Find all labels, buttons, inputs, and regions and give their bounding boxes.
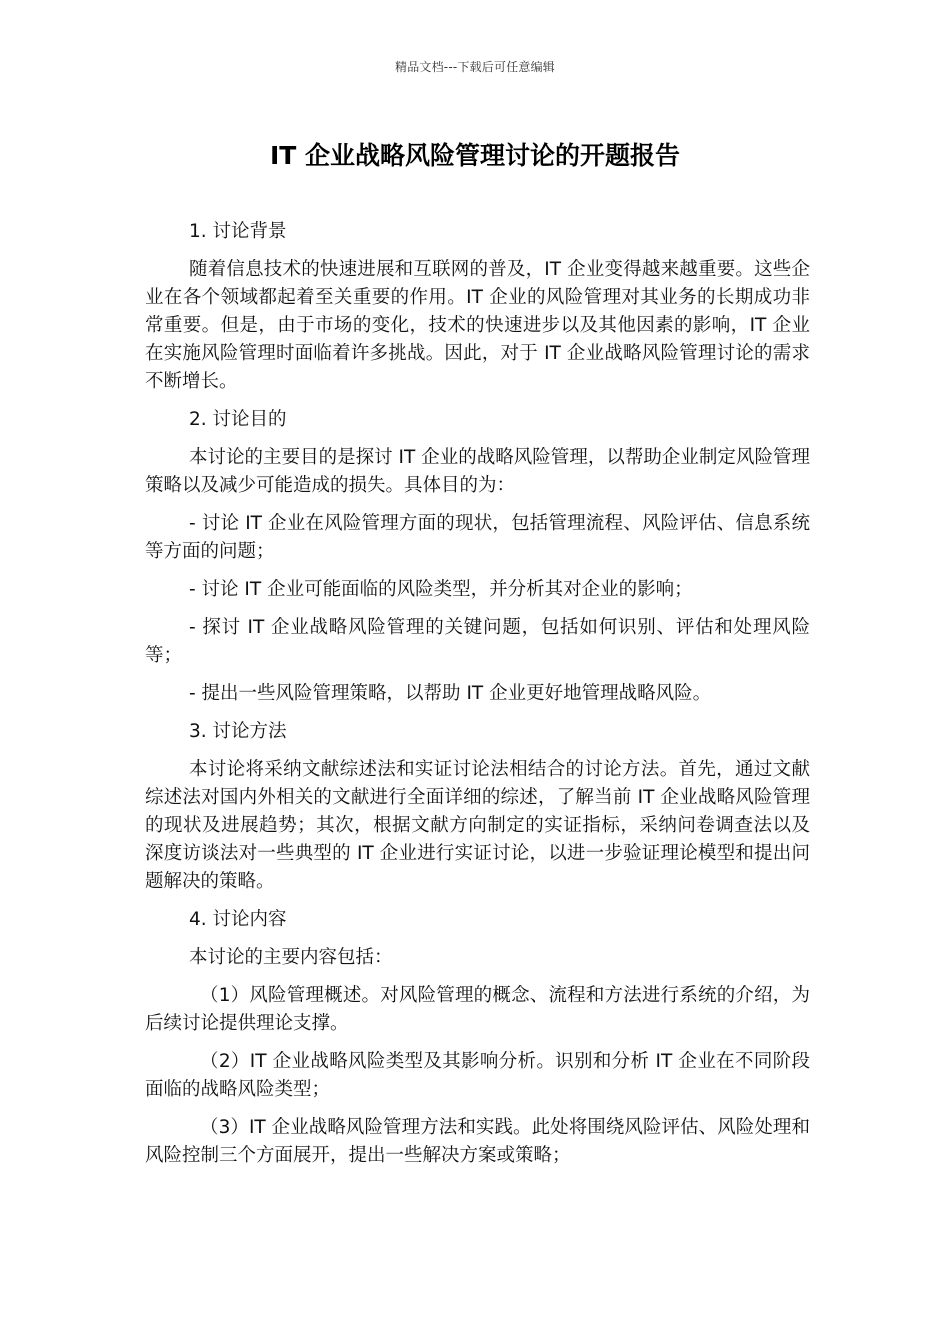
bullet-item: - 讨论 IT 企业在风险管理方面的现状，包括管理流程、风险评估、信息系统等方面的问题；: [145, 513, 810, 562]
numbered-item: （2）IT 企业战略风险类型及其影响分析。识别和分析 IT 企业在不同阶段面临的战略风险类型；: [145, 1051, 810, 1100]
section-heading-content: 4. 讨论内容: [189, 909, 287, 930]
paragraph: 本讨论的主要内容包括：: [189, 947, 393, 968]
paragraph: 本讨论将采纳文献综述法和实证讨论法相结合的讨论方法。首先，通过文献综述法对国内外相关的文献进行全面详细的综述，了解当前 IT 企业战略风险管理的现状及进展趋势；其次，根据文献方向制定的实证指标，采纳问卷调查法以及深度访谈法对一些典型的 IT 企业进行实证讨论，以进一步验证理论模型和提出问题解决的策略。: [145, 759, 810, 892]
section-heading-method: 3. 讨论方法: [189, 721, 287, 742]
paragraph: 本讨论的主要目的是探讨 IT 企业的战略风险管理，以帮助企业制定风险管理策略以及减少可能造成的损失。具体目的为：: [145, 447, 810, 496]
numbered-item: （1）风险管理概述。对风险管理的概念、流程和方法进行系统的介绍，为后续讨论提供理论支撑。: [145, 985, 810, 1034]
document-body: [145, 218, 810, 1180]
bullet-item: - 探讨 IT 企业战略风险管理的关键问题，包括如何识别、评估和处理风险等；: [145, 617, 810, 666]
section-heading-purpose: 2. 讨论目的: [189, 409, 287, 430]
bullet-item: - 提出一些风险管理策略，以帮助 IT 企业更好地管理战略风险。: [189, 683, 712, 704]
header-note: 精品文档---下载后可任意编辑: [395, 60, 555, 74]
bullet-item: - 讨论 IT 企业可能面临的风险类型，并分析其对企业的影响；: [189, 579, 693, 600]
section-heading-background: 1. 讨论背景: [189, 221, 287, 242]
paragraph: 随着信息技术的快速进展和互联网的普及，IT 企业变得越来越重要。这些企业在各个领域都起着至关重要的作用。IT 企业的风险管理对其业务的长期成功非常重要。但是，由于市场的变化，技术的快速进步以及其他因素的影响，IT 企业在实施风险管理时面临着许多挑战。因此，对于 IT 企业战略风险管理讨论的需求不断增长。: [145, 259, 810, 392]
numbered-item: （3）IT 企业战略风险管理方法和实践。此处将围绕风险评估、风险处理和风险控制三个方面展开，提出一些解决方案或策略；: [145, 1117, 810, 1166]
document-title: IT 企业战略风险管理讨论的开题报告: [269, 141, 681, 170]
